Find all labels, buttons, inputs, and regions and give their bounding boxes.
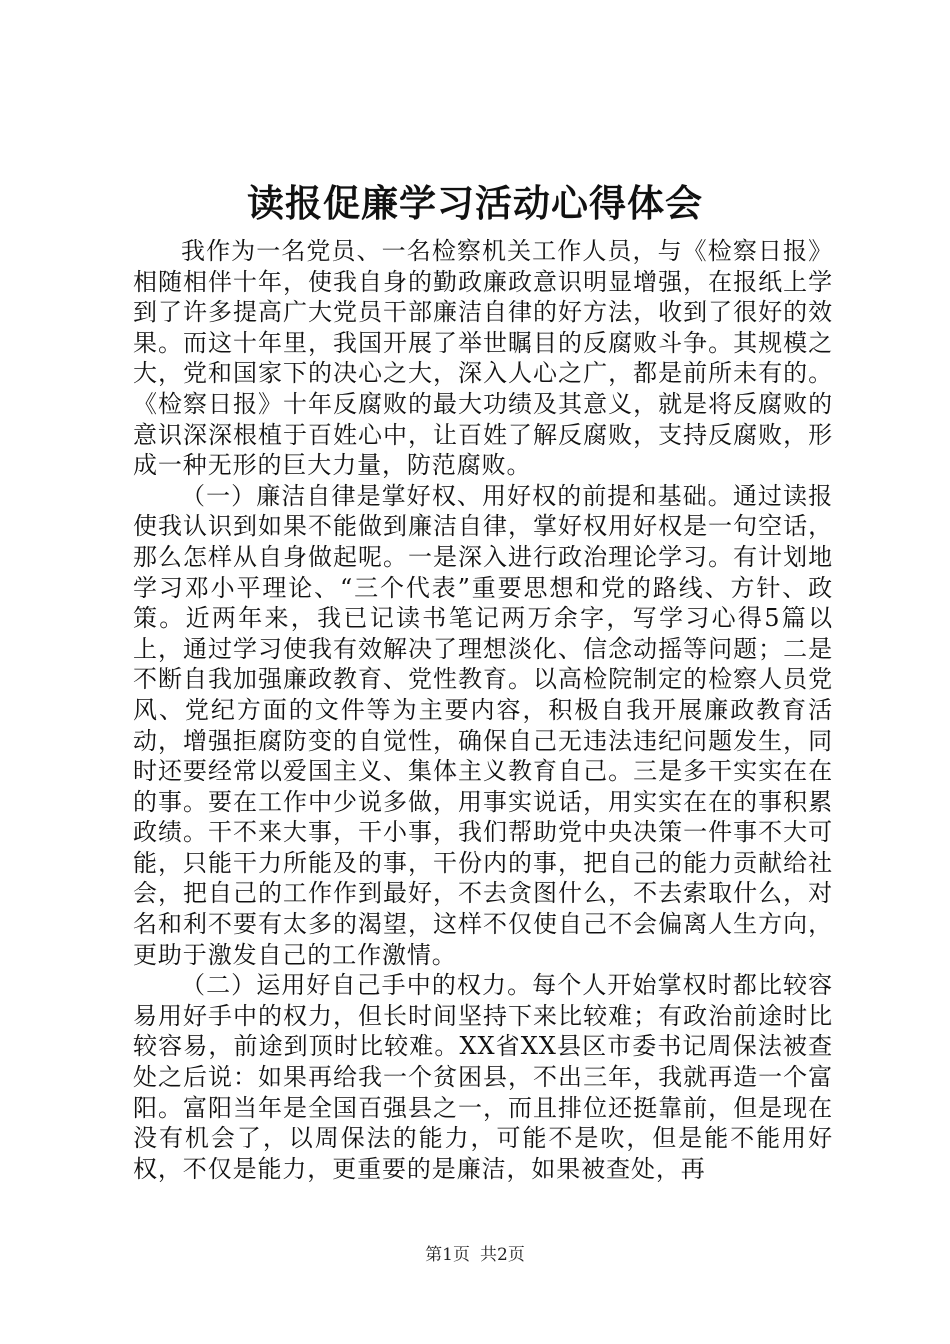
paragraph-section-two: （二）运用好自己手中的权力。每个人开始掌权时都比较容易用好手中的权力，但长时间坚持下来比较难；有政治前途时比较容易，前途到顶时比较难。XX省XX县区市委书记周保法被查处之后说：如果再给我一个贫困县，不出三年，我就再造一个富阳。富阳当年是全国百强县之一，而且排位还挺靠前，但是现在没有机会了，以周保法的能力，可能不是吹，但是能不能用好权，不仅是能力，更重要的是廉洁，如果被查处，再 [133,971,833,1183]
document-body [133,236,833,1184]
page-number-total: 共2页 [480,1245,525,1265]
page-number-current: 第1页 [425,1245,470,1265]
page-footer [0,1244,950,1266]
document-title: 读报促廉学习活动心得体会 [247,181,703,225]
paragraph-intro: 我作为一名党员、一名检察机关工作人员，与《检察日报》相随相伴十年，使我自身的勤政廉政意识明显增强，在报纸上学到了许多提高广大党员干部廉洁自律的好方法，收到了很好的效果。而这十年里，我国开展了举世瞩目的反腐败斗争。其规模之大，党和国家下的决心之大，深入人心之广，都是前所未有的。《检察日报》十年反腐败的最大功绩及其意义，就是将反腐败的意识深深根植于百姓心中，让百姓了解反腐败，支持反腐败，形成一种无形的巨大力量，防范腐败。 [133,237,833,480]
paragraph-section-one: （一）廉洁自律是掌好权、用好权的前提和基础。通过读报使我认识到如果不能做到廉洁自律，掌好权用好权是一句空话，那么怎样从自身做起呢。一是深入进行政治理论学习。有计划地学习邓小平理论、“三个代表”重要思想和党的路线、方针、政策。近两年来，我已记读书笔记两万余字，写学习心得5篇以上，通过学习使我有效解决了理想淡化、信念动摇等问题；二是不断自我加强廉政教育、党性教育。以高检院制定的检察人员党风、党纪方面的文件等为主要内容，积极自我开展廉政教育活动，增强拒腐防变的自觉性，确保自己无违法违纪问题发生，同时还要经常以爱国主义、集体主义教育自己。三是多干实实在在的事。要在工作中少说多做，用事实说话，用实实在在的事积累政绩。干不来大事，干小事，我们帮助党中央决策一件事不大可能，只能干力所能及的事，干份内的事，把自己的能力贡献给社会，把自己的工作作到最好，不去贪图什么，不去索取什么，对名和利不要有太多的渴望，这样不仅使自己不会偏离人生方向，更助于激发自己的工作激情。 [133,481,833,969]
